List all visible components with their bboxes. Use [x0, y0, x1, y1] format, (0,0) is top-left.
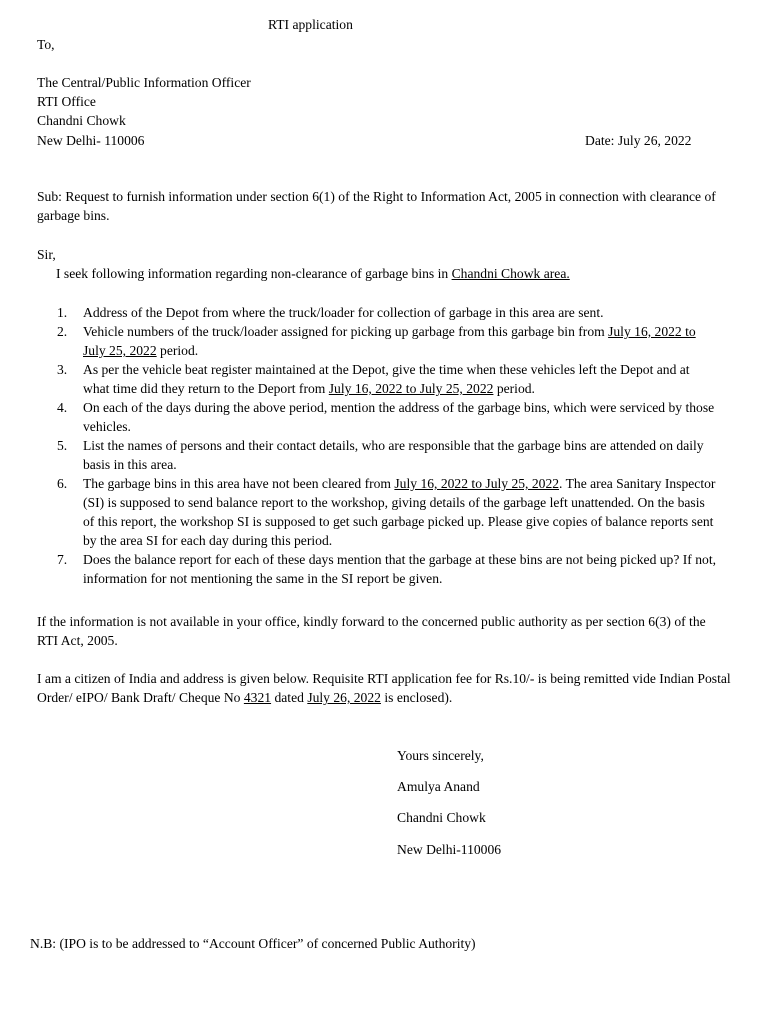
to-label: To,: [37, 37, 55, 52]
item-number: 3.: [57, 362, 68, 377]
item-text: As per the vehicle beat register maintained at the Depot, give the time when these vehicles left the Depot and at what time did they return to the Deport from: [83, 362, 690, 396]
citizen-text: I am a citizen of India and address is given below. Requisite RTI application fee for Rs.10/- is being remitted vide Indian Postal Order/ eIPO/ Bank Draft/ Cheque No: [37, 671, 731, 705]
information-request-list: [37, 303, 717, 588]
intro-paragraph: [56, 264, 570, 283]
item-number: 1.: [57, 305, 68, 320]
sender-name: Amulya Anand: [397, 779, 480, 794]
salutation: Sir,: [37, 247, 56, 262]
addressee-line: The Central/Public Information Officer: [37, 75, 251, 90]
item-number: 6.: [57, 476, 68, 491]
item-number: 5.: [57, 438, 68, 453]
citizen-text: dated: [271, 690, 308, 705]
item-number: 2.: [57, 324, 68, 339]
item-text: Address of the Depot from where the truck/loader for collection of garbage in this area are sent.: [83, 305, 604, 320]
subject-line: Sub: Request to furnish information under section 6(1) of the Right to Information Act, 2005 in connection with clearance of garbage bins.: [37, 189, 716, 223]
intro-place: Chandni Chowk area.: [451, 266, 570, 281]
citizen-paragraph: [37, 669, 737, 707]
sender-address-line: New Delhi-110006: [397, 842, 502, 857]
footnote: N.B: (IPO is to be addressed to “Account Officer” of concerned Public Authority): [30, 936, 476, 951]
item-number: 4.: [57, 400, 68, 415]
item-text-end: . The area Sanitary Inspector (SI) is supposed to send balance report to the workshop, giving details of the garbage left unattended. On the basis of this report, the workshop SI is supposed to get such garbage picked up. Please give copies of balance reports sent by the area SI for each day during this period.: [83, 476, 716, 548]
cheque-date: July 26, 2022: [307, 690, 381, 705]
forward-paragraph: If the information is not available in your office, kindly forward to the concerned public authority as per section 6(3) of the RTI Act, 2005.: [37, 614, 706, 648]
list-item: [37, 322, 717, 360]
item-text-end: period.: [156, 343, 199, 358]
addressee-line: Chandni Chowk: [37, 113, 126, 128]
addressee-line: New Delhi- 110006: [37, 133, 145, 148]
item-text: List the names of persons and their contact details, who are responsible that the garbage bins are attended on daily basis in this area.: [83, 438, 704, 472]
cheque-number: 4321: [243, 690, 272, 705]
sender-address-line: Chandni Chowk: [397, 810, 486, 825]
intro-text: I seek following information regarding non-clearance of garbage bins in: [56, 266, 452, 281]
item-period: July 16, 2022 to July 25, 2022: [394, 476, 560, 491]
letter-date: Date: July 26, 2022: [585, 133, 692, 148]
list-item: [37, 303, 717, 322]
addressee-line: RTI Office: [37, 94, 96, 109]
closing: Yours sincerely,: [397, 748, 484, 763]
item-text: On each of the days during the above period, mention the address of the garbage bins, which were serviced by those vehicles.: [83, 400, 715, 434]
list-item: [37, 436, 717, 474]
item-period: July 16, 2022 to July 25, 2022: [328, 381, 494, 396]
list-item: [37, 474, 717, 550]
item-number: 7.: [57, 552, 68, 567]
citizen-text: is enclosed).: [380, 690, 453, 705]
document-title: RTI application: [268, 17, 353, 32]
list-item: [37, 550, 717, 588]
item-text-end: period.: [493, 381, 535, 396]
list-item: [37, 398, 717, 436]
list-item: [37, 360, 717, 398]
item-text: Vehicle numbers of the truck/loader assigned for picking up garbage from this garbage bin from: [83, 324, 609, 339]
item-text: Does the balance report for each of these days mention that the garbage at these bins are not being picked up? If not, information for not mentioning the same in the SI report be given.: [83, 552, 717, 586]
item-text: The garbage bins in this area have not been cleared from: [83, 476, 395, 491]
item-period: July 16, 2022 to July 25, 2022: [83, 324, 696, 358]
